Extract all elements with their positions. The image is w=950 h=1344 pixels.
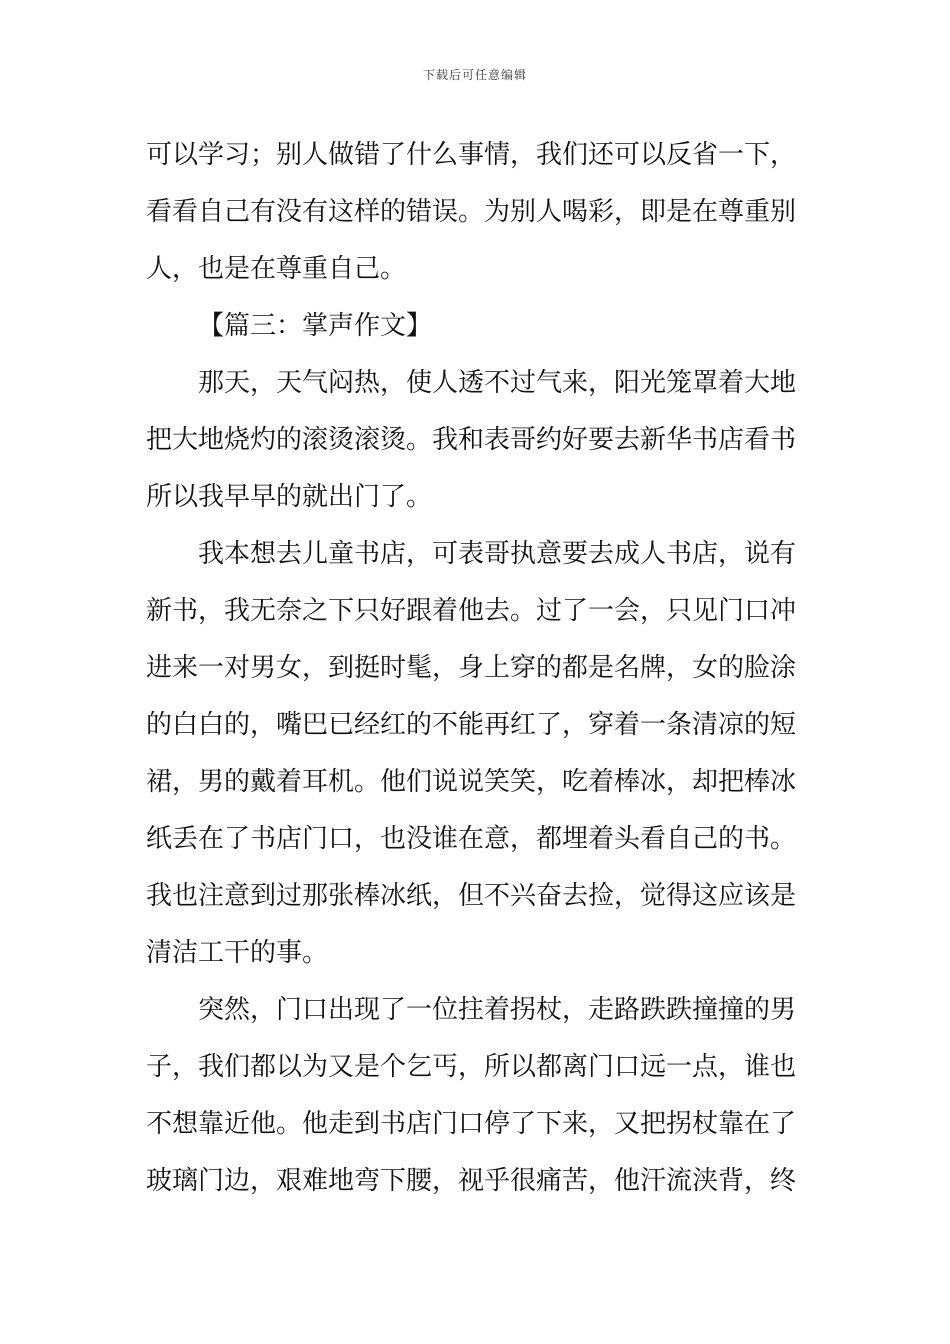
text-line: 子，我们都以为又是个乞丐，所以都离门口远一点，谁也 — [146, 1052, 797, 1082]
text-line: 不想靠近他。他走到书店门口停了下来，又把拐杖靠在了 — [146, 1109, 797, 1139]
page-header: 下载后可任意编辑 — [422, 68, 527, 82]
text-line: 进来一对男女，到挺时髦，身上穿的都是名牌，女的脸涂 — [146, 653, 797, 683]
text-line: 我也注意到过那张棒冰纸，但不兴奋去捡，觉得这应该是 — [146, 881, 797, 911]
text-line: 所以我早早的就出门了。 — [146, 482, 433, 512]
document-body — [146, 127, 806, 1210]
text-line: 可以学习；别人做错了什么事情，我们还可以反省一下， — [146, 140, 797, 170]
text-line: 新书，我无奈之下只好跟着他去。过了一会，只见门口冲 — [146, 596, 797, 626]
text-line: 的白白的，嘴巴已经红的不能再红了，穿着一条清凉的短 — [146, 710, 797, 740]
text-line: 人，也是在尊重自己。 — [146, 254, 407, 284]
text-line: 纸丢在了书店门口，也没谁在意，都埋着头看自己的书。 — [146, 824, 797, 854]
section-heading: 【篇三：掌声作文】 — [198, 311, 433, 341]
text-line: 那天，天气闷热，使人透不过气来，阳光笼罩着大地 — [198, 368, 797, 398]
text-line: 清洁工干的事。 — [146, 938, 329, 968]
text-line: 裙，男的戴着耳机。他们说说笑笑，吃着棒冰，却把棒冰 — [146, 767, 797, 797]
text-line: 我本想去儿童书店，可表哥执意要去成人书店，说有 — [198, 539, 797, 569]
text-line: 看看自己有没有这样的错误。为别人喝彩，即是在尊重别 — [146, 197, 797, 227]
text-line: 突然，门口出现了一位拄着拐杖，走路跌跌撞撞的男 — [198, 995, 797, 1025]
text-line: 玻璃门边，艰难地弯下腰，视乎很痛苦，他汗流浃背，终 — [146, 1166, 797, 1196]
text-line: 把大地烧灼的滚烫滚烫。我和表哥约好要去新华书店看书 — [146, 425, 797, 455]
